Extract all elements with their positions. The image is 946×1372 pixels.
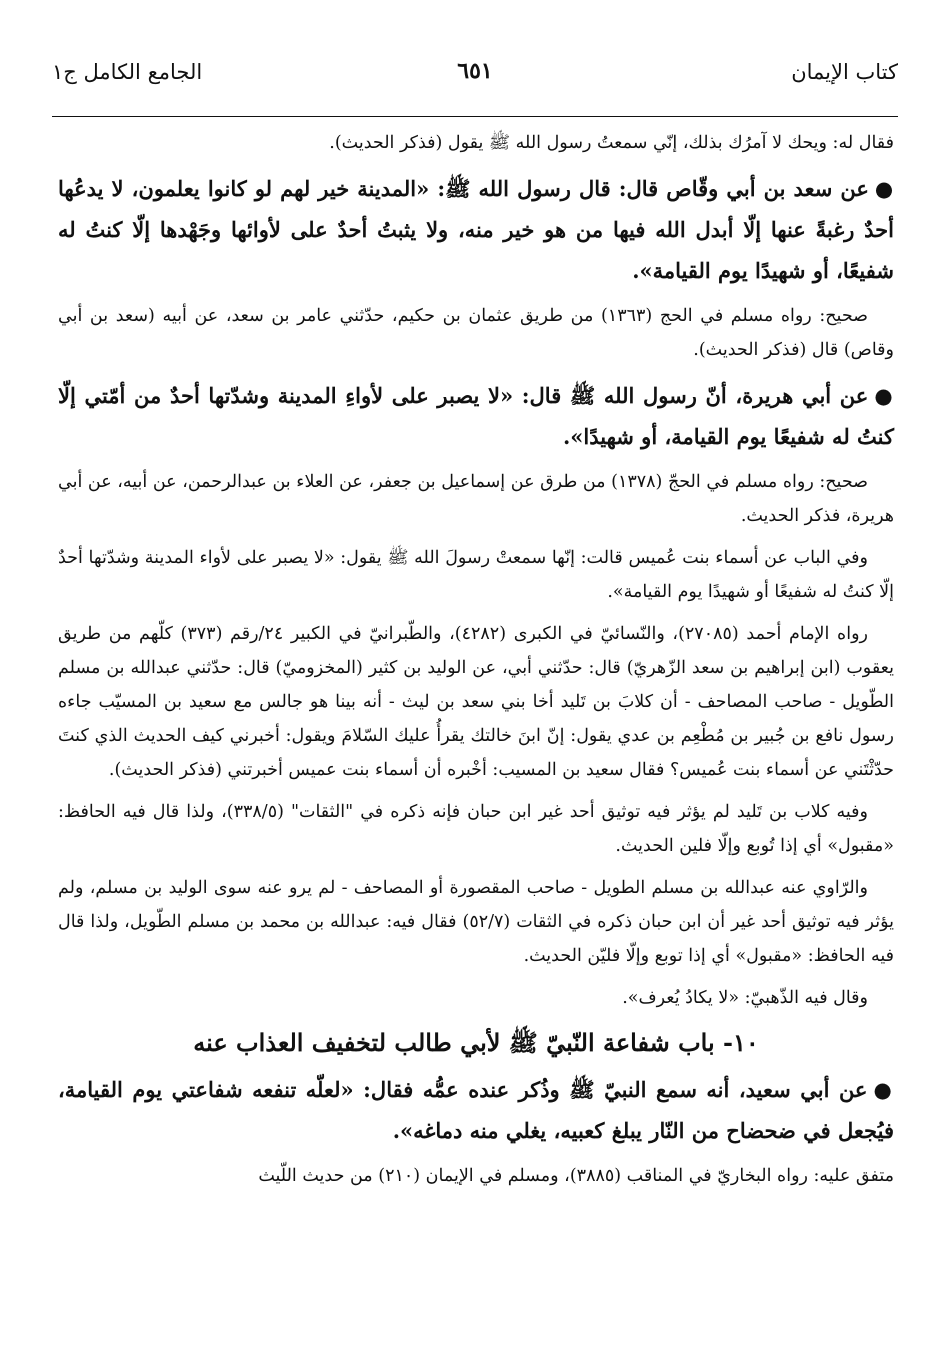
hadith-paragraph bbox=[58, 375, 894, 457]
commentary-paragraph bbox=[58, 795, 894, 863]
paragraph-text: صحيح: رواه مسلم في الحج (١٣٦٣) من طريق عثمان بن حكيم، حدّثني عامر بن سعد، عن أبيه (سعد بن أبي وقاص) قال (فذكر الحديث). bbox=[58, 306, 894, 360]
page-body bbox=[58, 126, 894, 1201]
page-header bbox=[52, 56, 898, 116]
page-number: ٦٥١ bbox=[457, 58, 493, 84]
paragraph-text: وفيه كلاب بن تَليد لم يؤثر فيه توثيق أحد غير ابن حبان فإنه ذكره في "الثقات" (٣٣٨/٥)، ولذا قال فيه الحافظ: «مقبول» أي إذا تُوبع وإلّا فلين الحديث. bbox=[58, 802, 894, 856]
hadith-paragraph bbox=[58, 168, 894, 291]
paragraph-text: متفق عليه: رواه البخاريّ في المناقب (٣٨٨٥)، ومسلم في الإيمان (٢١٠) من حديث اللّيث bbox=[258, 1166, 894, 1186]
paragraph-text: فقال له: ويحك لا آمرُك بذلك، إنّي سمعتُ رسول الله ﷺ يقول (فذكر الحديث). bbox=[329, 133, 894, 153]
bullet-icon: ● bbox=[873, 1077, 894, 1102]
paragraph-text: ١٠- باب شفاعة النّبيّ ﷺ لأبي طالب لتخفيف العذاب عنه bbox=[193, 1028, 759, 1057]
commentary-paragraph bbox=[58, 541, 894, 609]
commentary-paragraph bbox=[58, 299, 894, 367]
commentary-paragraph bbox=[58, 981, 894, 1015]
paragraph-text: وفي الباب عن أسماء بنت عُميس قالت: إنّها سمعتْ رسولَ الله ﷺ يقول: «لا يصبر على لأواء المدينة وشدّتها أحدٌ إلّا كنتُ له شفيعًا أو شهيدًا يوم القيامة». bbox=[58, 548, 894, 602]
header-divider bbox=[52, 116, 898, 117]
paragraph-text: صحيح: رواه مسلم في الحجّ (١٣٧٨) من طرق عن إسماعيل بن جعفر، عن العلاء بن عبدالرحمن، عن أبيه، عن أبي هريرة، فذكر الحديث. bbox=[58, 472, 894, 526]
paragraph-text: رواه الإمام أحمد (٢٧٠٨٥)، والنّسائيّ في الكبرى (٤٢٨٢)، والطّبرانيّ في الكبير ٢٤/رقم (٣٧٣) كلّهم من طريق يعقوب (ابن إبراهيم بن سعد الزّهريّ) قال: حدّثني أبي، عن الوليد بن كثير (المخزوميّ) قال: حدّثني عبدالله بن مسلم الطّويل - صاحب المصاحف - أن كلابَ بن تَليد أخا بني سعد بن ليث - أنه بينا هو جالس مع سعيد بن المسيّب جاءه رسول نافع بن جُبير بن مُطْعِم بن عدي يقول: إنّ ابنَ خالتك يقرأُ عليك السّلامَ ويقول: أخبرني كيف الحديث الذي كنتَ حدّثْتَني عن أسماء بنت عُميس؟ فقال سعيد بن المسيب: أخْبره أن أسماء بنت عميس أخبرتني (فذكر الحديث). bbox=[58, 624, 894, 780]
volume-title: الجامع الكامل ج١ bbox=[52, 60, 203, 84]
paragraph-text: وقال فيه الذّهبيّ: «لا يكادُ يُعرف». bbox=[622, 988, 868, 1008]
bullet-icon: ● bbox=[874, 176, 895, 201]
book-title: كتاب الإيمان bbox=[791, 60, 898, 84]
commentary-paragraph bbox=[58, 871, 894, 973]
chapter-heading bbox=[58, 1023, 894, 1063]
paragraph-text: عن أبي سعيد، أنه سمع النبيّ ﷺ وذُكر عنده عمُّه فقال: «لعلّه تنفعه شفاعتي يوم القيامة، فيُجعل في ضحضاح من النّار يبلغ كعبيه، يغلي منه دماغه». bbox=[58, 1077, 894, 1143]
paragraph-text: عن أبي هريرة، أنّ رسول الله ﷺ قال: «لا يصبر على لأواءِ المدينة وشدّتها أحدٌ من أمّتي إلّا كنتُ له شفيعًا يوم القيامة، أو شهيدًا». bbox=[58, 383, 894, 449]
commentary-paragraph bbox=[58, 617, 894, 787]
paragraph-text: عن سعد بن أبي وقّاص قال: قال رسول الله ﷺ: «المدينة خير لهم لو كانوا يعلمون، لا يدعُها أحدٌ رغبةً عنها إلّا أبدل الله فيها من هو خير منه، ولا يثبتُ أحدٌ على لأوائها وجَهْدها إلّا كنتُ له شفيعًا، أو شهيدًا يوم القيامة». bbox=[58, 176, 894, 283]
hadith-paragraph bbox=[58, 1069, 894, 1151]
commentary-paragraph bbox=[58, 465, 894, 533]
paragraph-text: والرّاوي عنه عبدالله بن مسلم الطويل - صاحب المقصورة أو المصاحف - لم يرو عنه سوى الوليد بن مسلم، ولم يؤثر فيه توثيق أحد غير أن ابن حبان ذكره في الثقات (٥٢/٧) فقال فيه: عبدالله بن محمد بن مسلم الطّويل، ولذا قال فيه الحافظ: «مقبول» أي إذا توبع وإلّا فليّن الحديث. bbox=[58, 878, 894, 966]
commentary-paragraph bbox=[58, 1159, 894, 1193]
bullet-icon: ● bbox=[874, 383, 894, 408]
commentary-paragraph bbox=[58, 126, 894, 160]
